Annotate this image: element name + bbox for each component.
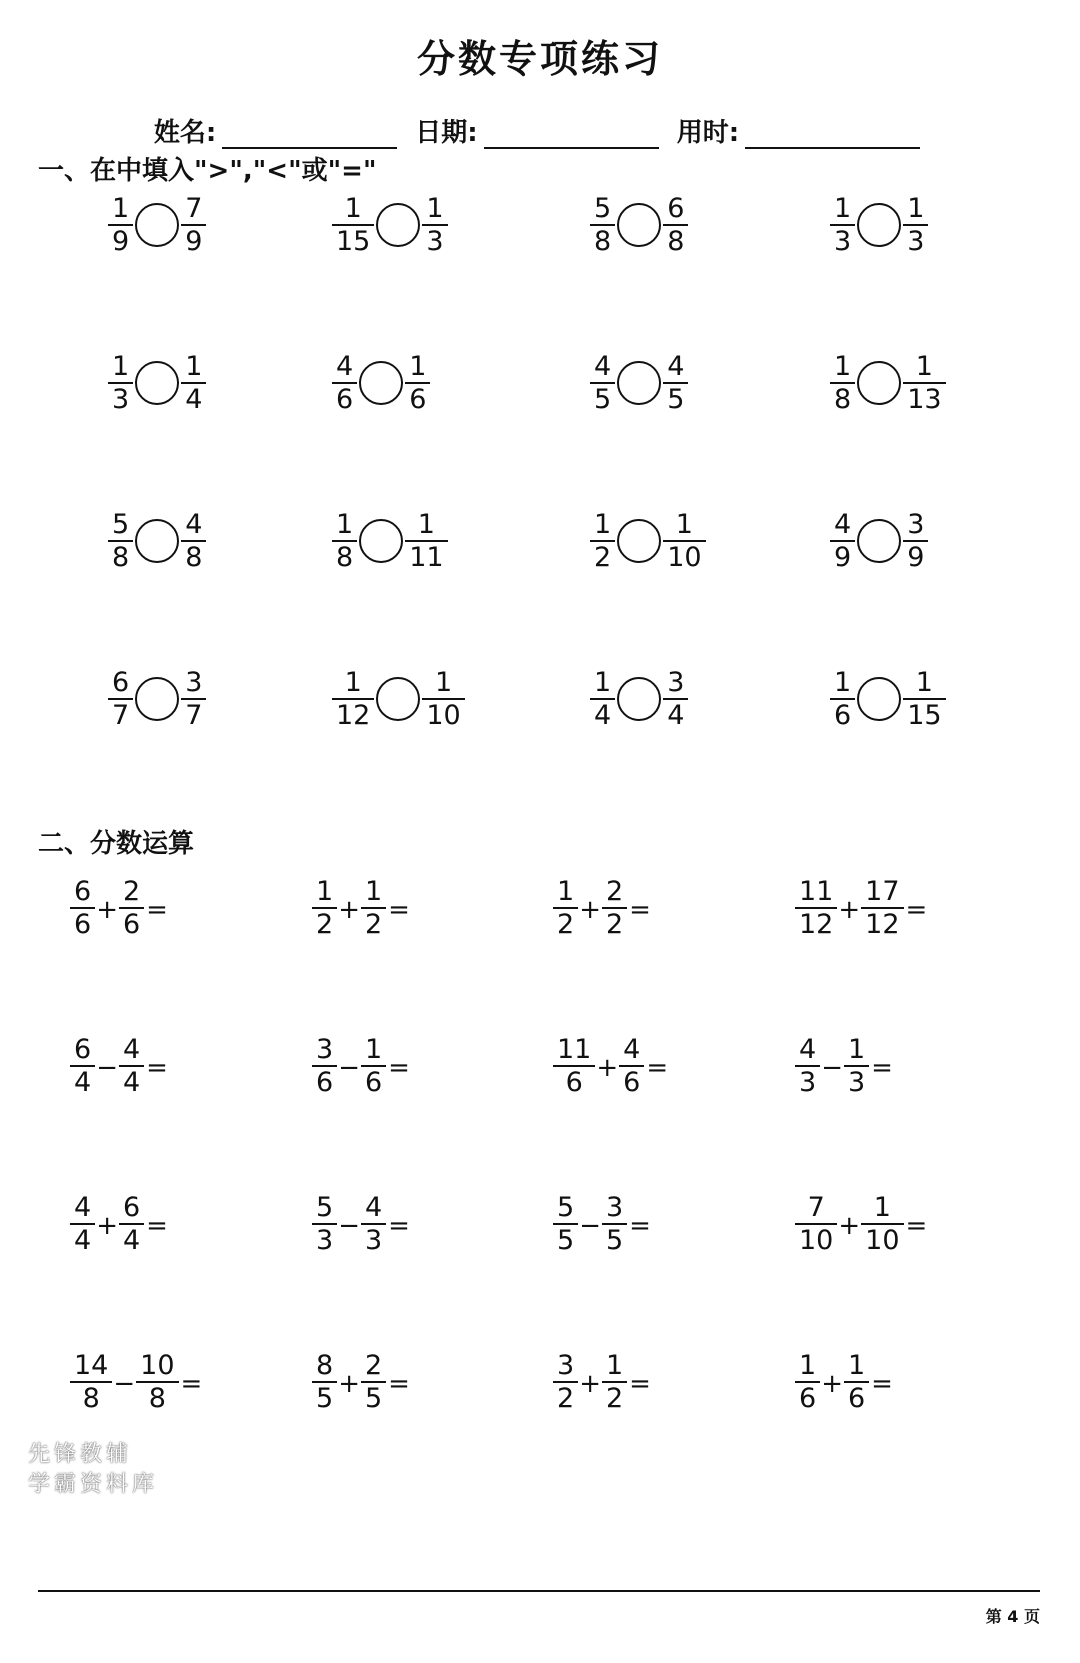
denominator: 8: [185, 542, 203, 573]
operation-row: [0, 873, 1080, 943]
numerator: 1: [344, 193, 362, 224]
denominator: 10: [865, 1225, 900, 1256]
operation-item: [553, 1347, 651, 1417]
numerator: 14: [74, 1350, 109, 1381]
operation-item: [70, 1347, 202, 1417]
numerator: 1: [847, 1034, 866, 1065]
date-blank[interactable]: [484, 123, 659, 149]
answer-circle[interactable]: [376, 677, 420, 721]
numerator: 11: [557, 1034, 592, 1065]
operation-item: [553, 1189, 651, 1259]
operator-sign: +: [579, 895, 601, 925]
numerator: 1: [316, 876, 334, 907]
equals-sign: =: [146, 895, 168, 925]
first-fraction: [312, 1194, 337, 1254]
footer-divider: [38, 1590, 1040, 1592]
numerator: 1: [344, 667, 362, 698]
denominator: 6: [409, 384, 427, 415]
answer-circle[interactable]: [359, 361, 403, 405]
time-field: [677, 112, 926, 149]
operator-sign: +: [596, 1053, 619, 1083]
answer-circle[interactable]: [857, 361, 901, 405]
denominator: 2: [557, 909, 575, 940]
numerator: 1: [417, 509, 435, 540]
numerator: 8: [316, 1350, 334, 1381]
numerator: 3: [907, 509, 925, 540]
operator-sign: −: [579, 1211, 601, 1241]
second-fraction: [602, 1194, 627, 1254]
second-fraction: [844, 1036, 869, 1096]
left-fraction: [590, 511, 615, 571]
operator-sign: −: [113, 1369, 136, 1399]
denominator: 2: [316, 909, 334, 940]
numerator: 5: [557, 1192, 575, 1223]
section1-title: 一、在中填入">","<"或"=": [38, 156, 377, 186]
comparison-item: [108, 190, 206, 260]
numerator: 1: [834, 351, 852, 382]
left-fraction: [830, 195, 855, 255]
numerator: 3: [316, 1034, 334, 1065]
operation-item: [795, 1189, 927, 1259]
second-fraction: [361, 1036, 386, 1096]
right-fraction: [663, 195, 688, 255]
second-fraction: [844, 1352, 869, 1412]
name-field: [154, 112, 403, 149]
denominator: 9: [112, 226, 130, 257]
denominator: 5: [557, 1225, 575, 1256]
answer-circle[interactable]: [135, 519, 179, 563]
operator-sign: −: [338, 1053, 360, 1083]
denominator: 6: [336, 384, 354, 415]
denominator: 6: [847, 1383, 866, 1414]
numerator: 1: [594, 509, 612, 540]
denominator: 6: [364, 1067, 383, 1098]
numerator: 6: [112, 667, 130, 698]
second-fraction: [602, 878, 627, 938]
left-fraction: [108, 669, 133, 729]
right-fraction: [181, 511, 206, 571]
answer-circle[interactable]: [135, 361, 179, 405]
right-fraction: [663, 669, 688, 729]
operation-item: [70, 1031, 168, 1101]
operator-sign: +: [338, 1369, 360, 1399]
operation-item: [70, 873, 168, 943]
denominator: 8: [667, 226, 685, 257]
numerator: 1: [364, 876, 383, 907]
comparison-item: [332, 664, 465, 734]
operation-item: [795, 873, 927, 943]
numerator: 5: [112, 509, 130, 540]
numerator: 17: [865, 876, 900, 907]
denominator: 3: [112, 384, 130, 415]
second-fraction: [361, 1194, 386, 1254]
operation-item: [312, 1189, 410, 1259]
left-fraction: [590, 669, 615, 729]
operation-row: [0, 1347, 1080, 1417]
date-label: 日期:: [415, 118, 478, 148]
comparison-item: [590, 506, 706, 576]
right-fraction: [422, 195, 447, 255]
answer-circle[interactable]: [617, 519, 661, 563]
name-blank[interactable]: [222, 123, 397, 149]
comparison-item: [332, 506, 448, 576]
numerator: 1: [834, 193, 852, 224]
operator-sign: +: [838, 1211, 861, 1241]
first-fraction: [70, 1352, 112, 1412]
numerator: 1: [915, 667, 933, 698]
denominator: 7: [112, 700, 130, 731]
comparison-item: [332, 348, 430, 418]
right-fraction: [903, 195, 928, 255]
right-fraction: [903, 353, 945, 413]
numerator: 1: [426, 193, 444, 224]
first-fraction: [795, 1194, 837, 1254]
right-fraction: [405, 511, 447, 571]
equals-sign: =: [871, 1053, 893, 1083]
denominator: 10: [426, 700, 461, 731]
right-fraction: [903, 511, 928, 571]
denominator: 11: [409, 542, 444, 573]
denominator: 5: [364, 1383, 383, 1414]
second-fraction: [119, 1036, 144, 1096]
first-fraction: [312, 878, 337, 938]
first-fraction: [553, 1194, 578, 1254]
first-fraction: [70, 878, 95, 938]
denominator: 6: [623, 1067, 641, 1098]
denominator: 4: [74, 1225, 92, 1256]
comparison-item: [590, 664, 688, 734]
left-fraction: [332, 511, 357, 571]
answer-circle[interactable]: [857, 677, 901, 721]
denominator: 5: [316, 1383, 334, 1414]
numerator: 4: [623, 1034, 641, 1065]
comparison-item: [108, 348, 206, 418]
numerator: 2: [122, 876, 141, 907]
denominator: 2: [594, 542, 612, 573]
operator-sign: −: [821, 1053, 843, 1083]
first-fraction: [795, 878, 837, 938]
operation-item: [70, 1189, 168, 1259]
denominator: 12: [336, 700, 371, 731]
denominator: 4: [74, 1067, 92, 1098]
denominator: 12: [865, 909, 900, 940]
left-fraction: [590, 353, 615, 413]
page-title: 分数专项练习: [416, 37, 663, 81]
equals-sign: =: [905, 1211, 928, 1241]
name-label: 姓名:: [153, 118, 217, 148]
answer-circle[interactable]: [617, 677, 661, 721]
first-fraction: [553, 1352, 578, 1412]
watermark: 先锋教辅 学霸资料库: [28, 1442, 159, 1497]
first-fraction: [312, 1352, 337, 1412]
denominator: 8: [834, 384, 852, 415]
numerator: 1: [605, 1350, 624, 1381]
numerator: 5: [594, 193, 612, 224]
numerator: 11: [799, 876, 834, 907]
operation-row: [0, 1189, 1080, 1259]
denominator: 3: [426, 226, 444, 257]
equals-sign: =: [629, 895, 651, 925]
denominator: 4: [122, 1225, 141, 1256]
equals-sign: =: [388, 895, 410, 925]
operator-sign: +: [821, 1369, 843, 1399]
denominator: 5: [667, 384, 685, 415]
time-blank[interactable]: [745, 123, 920, 149]
operation-item: [795, 1031, 893, 1101]
denominator: 4: [667, 700, 685, 731]
operator-sign: +: [838, 895, 861, 925]
denominator: 7: [185, 700, 203, 731]
numerator: 1: [873, 1192, 891, 1223]
left-fraction: [332, 353, 357, 413]
denominator: 6: [74, 909, 92, 940]
operation-item: [312, 1347, 410, 1417]
denominator: 10: [667, 542, 702, 573]
left-fraction: [108, 511, 133, 571]
first-fraction: [553, 878, 578, 938]
first-fraction: [312, 1036, 337, 1096]
right-fraction: [181, 353, 206, 413]
answer-circle[interactable]: [857, 519, 901, 563]
denominator: 6: [316, 1067, 334, 1098]
comparison-item: [590, 348, 688, 418]
numerator: 4: [364, 1192, 383, 1223]
equals-sign: =: [388, 1369, 410, 1399]
operator-sign: +: [579, 1369, 601, 1399]
comparison-item: [590, 190, 688, 260]
comparison-row: [0, 506, 1080, 576]
numerator: 1: [112, 193, 130, 224]
denominator: 3: [847, 1067, 866, 1098]
operation-item: [312, 873, 410, 943]
denominator: 9: [907, 542, 925, 573]
left-fraction: [108, 353, 133, 413]
left-fraction: [332, 195, 374, 255]
equals-sign: =: [629, 1369, 651, 1399]
numerator: 2: [364, 1350, 383, 1381]
denominator: 6: [799, 1383, 817, 1414]
numerator: 1: [907, 193, 925, 224]
right-fraction: [422, 669, 464, 729]
numerator: 7: [807, 1192, 825, 1223]
answer-circle[interactable]: [135, 677, 179, 721]
comparison-item: [830, 506, 928, 576]
operation-item: [312, 1031, 410, 1101]
right-fraction: [405, 353, 430, 413]
denominator: 2: [605, 1383, 624, 1414]
second-fraction: [119, 878, 144, 938]
denominator: 3: [364, 1225, 383, 1256]
right-fraction: [903, 669, 945, 729]
numerator: 4: [185, 509, 203, 540]
denominator: 2: [605, 909, 624, 940]
numerator: 1: [185, 351, 203, 382]
comparison-row: [0, 190, 1080, 260]
left-fraction: [332, 669, 374, 729]
equals-sign: =: [629, 1211, 651, 1241]
numerator: 4: [336, 351, 354, 382]
second-fraction: [361, 878, 386, 938]
comparison-row: [0, 348, 1080, 418]
left-fraction: [830, 511, 855, 571]
numerator: 1: [434, 667, 453, 698]
equals-sign: =: [646, 1053, 669, 1083]
right-fraction: [181, 669, 206, 729]
section2-title: 二、分数运算: [38, 829, 195, 859]
equals-sign: =: [871, 1369, 893, 1399]
left-fraction: [830, 669, 855, 729]
second-fraction: [119, 1194, 144, 1254]
numerator: 1: [594, 667, 612, 698]
numerator: 1: [675, 509, 693, 540]
numerator: 4: [74, 1192, 92, 1223]
operator-sign: +: [96, 895, 118, 925]
operation-row: [0, 1031, 1080, 1101]
operation-item: [553, 1031, 668, 1101]
denominator: 6: [122, 909, 141, 940]
numerator: 1: [112, 351, 130, 382]
operator-sign: −: [338, 1211, 360, 1241]
denominator: 5: [594, 384, 612, 415]
operation-item: [553, 873, 651, 943]
denominator: 8: [112, 542, 130, 573]
operator-sign: −: [96, 1053, 118, 1083]
equals-sign: =: [388, 1211, 410, 1241]
numerator: 3: [185, 667, 203, 698]
comparison-item: [108, 664, 206, 734]
denominator: 4: [122, 1067, 141, 1098]
denominator: 5: [605, 1225, 624, 1256]
answer-circle[interactable]: [376, 203, 420, 247]
numerator: 3: [667, 667, 685, 698]
second-fraction: [861, 1194, 903, 1254]
denominator: 15: [907, 700, 942, 731]
numerator: 1: [336, 509, 354, 540]
comparison-item: [108, 506, 206, 576]
equals-sign: =: [146, 1053, 168, 1083]
numerator: 1: [915, 351, 933, 382]
numerator: 6: [667, 193, 685, 224]
denominator: 3: [316, 1225, 334, 1256]
answer-circle[interactable]: [617, 203, 661, 247]
numerator: 6: [74, 876, 92, 907]
numerator: 1: [364, 1034, 383, 1065]
denominator: 3: [907, 226, 925, 257]
numerator: 3: [557, 1350, 575, 1381]
denominator: 15: [336, 226, 371, 257]
denominator: 12: [799, 909, 834, 940]
denominator: 8: [82, 1383, 100, 1414]
equals-sign: =: [388, 1053, 410, 1083]
right-fraction: [663, 511, 705, 571]
numerator: 3: [605, 1192, 624, 1223]
numerator: 6: [74, 1034, 92, 1065]
numerator: 2: [605, 876, 624, 907]
first-fraction: [795, 1352, 820, 1412]
comparison-item: [830, 664, 946, 734]
denominator: 9: [834, 542, 852, 573]
answer-circle[interactable]: [857, 203, 901, 247]
left-fraction: [590, 195, 615, 255]
operator-sign: +: [338, 895, 360, 925]
answer-circle[interactable]: [135, 203, 179, 247]
numerator: 4: [122, 1034, 141, 1065]
equals-sign: =: [146, 1211, 168, 1241]
denominator: 9: [185, 226, 203, 257]
numerator: 6: [122, 1192, 141, 1223]
numerator: 4: [799, 1034, 817, 1065]
numerator: 10: [140, 1350, 175, 1381]
left-fraction: [108, 195, 133, 255]
operator-sign: +: [96, 1211, 118, 1241]
comparison-item: [830, 190, 928, 260]
denominator: 13: [907, 384, 942, 415]
numerator: 5: [316, 1192, 334, 1223]
comparison-row: [0, 664, 1080, 734]
denominator: 4: [185, 384, 203, 415]
first-fraction: [70, 1036, 95, 1096]
second-fraction: [619, 1036, 644, 1096]
denominator: 8: [336, 542, 354, 573]
comparison-item: [830, 348, 946, 418]
second-fraction: [136, 1352, 178, 1412]
numerator: 4: [667, 351, 685, 382]
numerator: 1: [557, 876, 575, 907]
left-fraction: [830, 353, 855, 413]
student-info-bar: [0, 112, 1080, 149]
denominator: 10: [799, 1225, 834, 1256]
second-fraction: [602, 1352, 627, 1412]
numerator: 1: [799, 1350, 817, 1381]
numerator: 1: [409, 351, 427, 382]
denominator: 2: [557, 1383, 575, 1414]
equals-sign: =: [180, 1369, 203, 1399]
answer-circle[interactable]: [617, 361, 661, 405]
operation-item: [795, 1347, 893, 1417]
date-field: [415, 112, 664, 149]
numerator: 4: [594, 351, 612, 382]
answer-circle[interactable]: [359, 519, 403, 563]
denominator: 8: [148, 1383, 166, 1414]
numerator: 1: [834, 667, 852, 698]
denominator: 8: [594, 226, 612, 257]
first-fraction: [70, 1194, 95, 1254]
denominator: 6: [565, 1067, 583, 1098]
right-fraction: [181, 195, 206, 255]
time-label: 用时:: [676, 118, 740, 148]
first-fraction: [795, 1036, 820, 1096]
page-number: 第 4 页: [985, 1607, 1040, 1626]
numerator: 7: [185, 193, 203, 224]
denominator: 3: [799, 1067, 817, 1098]
denominator: 4: [594, 700, 612, 731]
right-fraction: [663, 353, 688, 413]
denominator: 2: [364, 909, 383, 940]
denominator: 3: [834, 226, 852, 257]
equals-sign: =: [905, 895, 928, 925]
comparison-item: [332, 190, 448, 260]
first-fraction: [553, 1036, 595, 1096]
numerator: 4: [834, 509, 852, 540]
numerator: 1: [847, 1350, 866, 1381]
second-fraction: [361, 1352, 386, 1412]
second-fraction: [861, 878, 903, 938]
denominator: 6: [834, 700, 852, 731]
